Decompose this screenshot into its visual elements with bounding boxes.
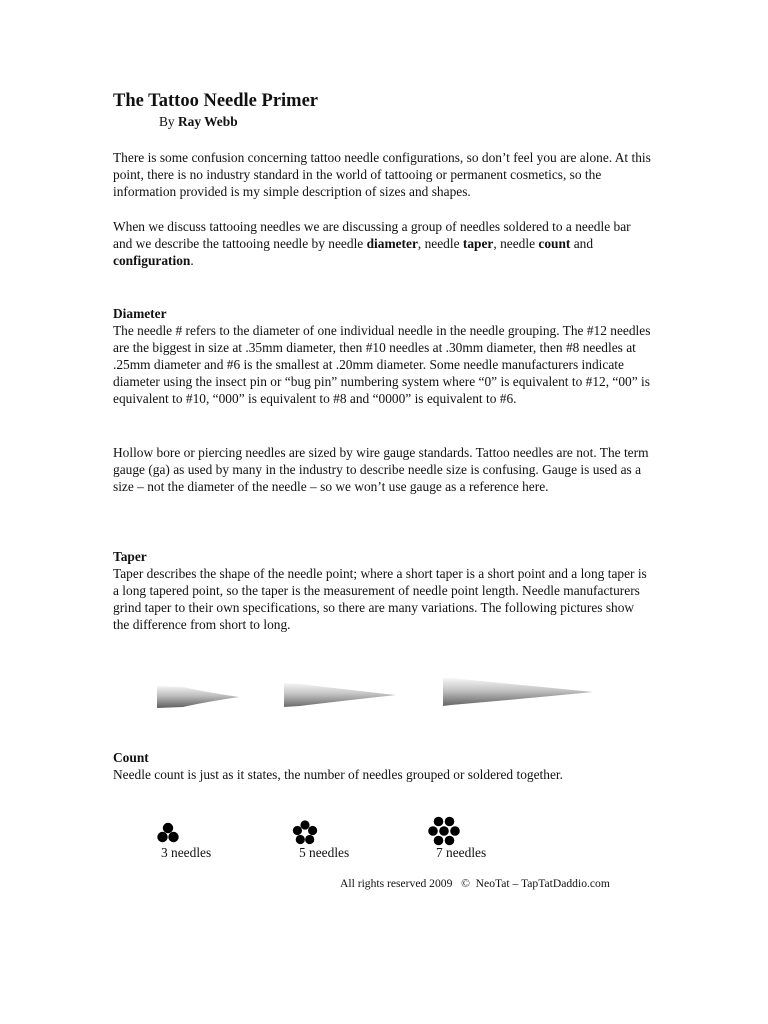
medium-taper-needle-image bbox=[282, 678, 402, 712]
intro-text-2a: When we discuss tattooing needles we are discussing a group of needles soldered to a needle bar and we describe the tattooing needle by needle bbox=[113, 219, 631, 251]
short-taper-needle-image bbox=[155, 680, 245, 714]
three-needle-cluster-icon bbox=[156, 822, 180, 844]
intro-text-2d: , needle bbox=[493, 236, 539, 251]
long-taper-needle-image bbox=[441, 672, 599, 712]
intro-paragraph-1 bbox=[113, 149, 653, 200]
byline-prefix: By bbox=[159, 114, 178, 129]
diameter-text-2: Hollow bore or piercing needles are sized by wire gauge standards. Tattoo needles are not. The term gauge (ga) as used by many in the industry to describe needle size is confusing. Gauge is used as a size – not the diameter of the needle – so we won’t use gauge as a reference here. bbox=[113, 445, 649, 494]
taper-text-1: Taper describes the shape of the needle point; where a short taper is a short point and a long taper is a long tapered point, so the taper is the measurement of needle point length. Needle manufacturers grind taper to their own specifications, so there are many variations. The following pictures show the difference from short to long. bbox=[113, 566, 647, 632]
intro-text-2f: . bbox=[190, 253, 194, 268]
five-needle-cluster-icon bbox=[292, 820, 318, 846]
copyright-footer: All rights reserved 2009 © NeoTat – TapTatDaddio.com bbox=[340, 877, 610, 890]
seven-needle-cluster-icon bbox=[428, 816, 460, 846]
intro-text-1: There is some confusion concerning tattoo needle configurations, so don’t feel you are alone. At this point, there is no industry standard in the world of tattooing or permanent cosmetics, so the information provided is my simple description of sizes and shapes. bbox=[113, 150, 651, 199]
diameter-paragraph-2 bbox=[113, 444, 653, 495]
term-taper: taper bbox=[462, 236, 494, 251]
count-heading: Count bbox=[113, 750, 149, 765]
count-text-1: Needle count is just as it states, the number of needles grouped or soldered together. bbox=[113, 767, 563, 782]
count-label-7: 7 needles bbox=[436, 845, 487, 860]
byline bbox=[159, 114, 238, 130]
count-section bbox=[113, 749, 653, 783]
intro-paragraph-2 bbox=[113, 218, 653, 269]
taper-section bbox=[113, 548, 653, 633]
diameter-section bbox=[113, 305, 653, 407]
taper-heading: Taper bbox=[113, 549, 147, 564]
count-label-3: 3 needles bbox=[161, 845, 212, 860]
diameter-text-1: The needle # refers to the diameter of one individual needle in the needle grouping. The #12 needles are the biggest in size at .35mm diameter, then #10 needles at .30mm diameter, then #8 needles at .25mm diameter and #6 is the smallest at .20mm diameter. Some needle manufacturers indicate diameter using the insect pin or “bug pin” numbering system where “0” is equivalent to #12, “00” is equivalent to #10, “000” is equivalent to #8 and “0000” is equivalent to #6. bbox=[113, 323, 651, 406]
term-count: count bbox=[538, 236, 571, 251]
count-label-5: 5 needles bbox=[299, 845, 350, 860]
intro-text-2 bbox=[113, 218, 653, 269]
term-configuration: configuration bbox=[113, 253, 191, 268]
diameter-heading: Diameter bbox=[113, 306, 167, 321]
intro-text-2e: and bbox=[570, 236, 594, 251]
intro-text-2c: , needle bbox=[417, 236, 463, 251]
term-diameter: diameter bbox=[366, 236, 418, 251]
document-title: The Tattoo Needle Primer bbox=[113, 91, 318, 111]
author-name: Ray Webb bbox=[177, 114, 238, 129]
